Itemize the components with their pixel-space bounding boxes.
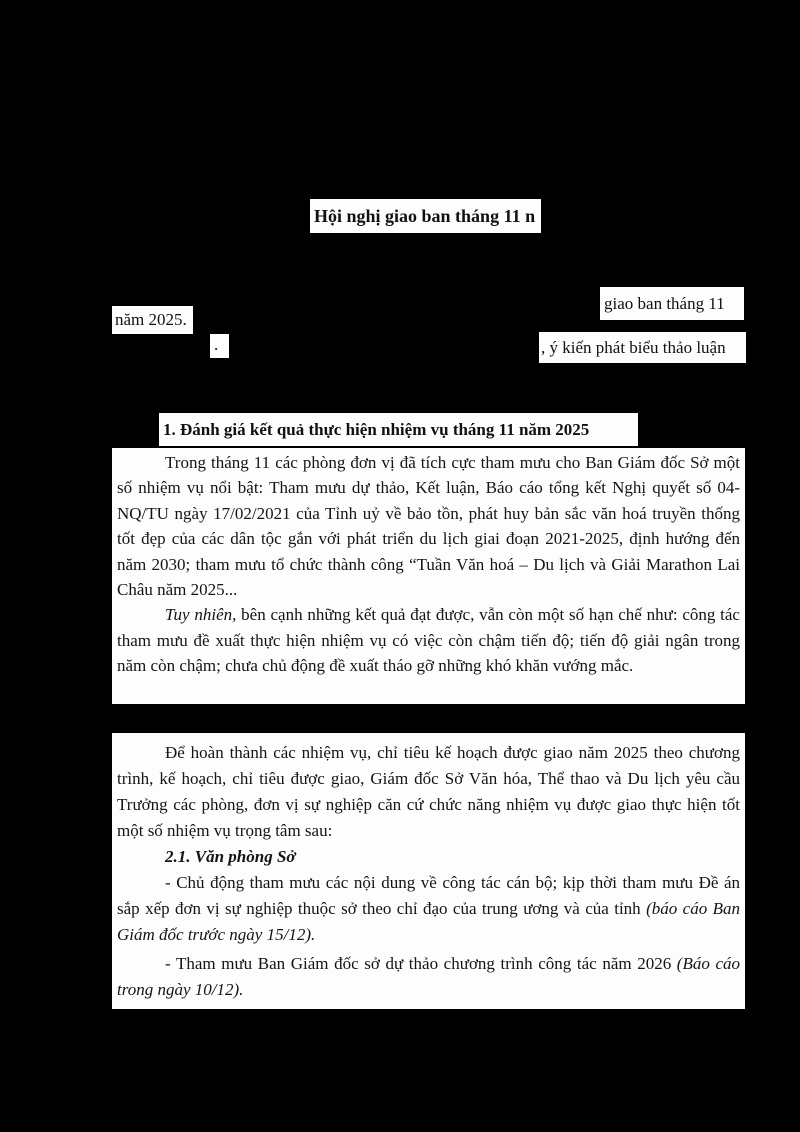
document-title: Hội nghị giao ban tháng 11 n: [310, 199, 541, 233]
bullet-can-bo: [117, 870, 740, 948]
bullet-chuong-trinh-note: (Báo cáo trong ngày 10/12).: [117, 954, 740, 999]
subsection-heading-van-phong-so: [117, 844, 740, 870]
bullet-can-bo-text: - Chủ động tham mưu các nội dung về công tác cán bộ; kịp thời tham mưu Đề án sắp xếp đơn vị sự nghiệp thuộc sở theo chỉ đạo của trung ương và của tỉnh: [117, 873, 740, 918]
bullet-chuong-trinh: [117, 951, 740, 1003]
paragraph-results: [117, 450, 740, 602]
paragraph-directive: [117, 740, 740, 844]
intro-fragment-y-kien: , ý kiến phát biểu thảo luận: [539, 332, 746, 363]
paragraph-limitations-lead: Tuy nhiên,: [165, 605, 237, 625]
bullet-can-bo-note: (báo cáo Ban Giám đốc trước ngày 15/12).: [117, 899, 740, 944]
paragraph-directive-text: Để hoàn thành các nhiệm vụ, chỉ tiêu kế hoạch được giao năm 2025 theo chương trình, kế hoạch, chỉ tiêu được giao, Giám đốc Sở Văn hóa, Thể thao và Du lịch yêu cầu Trưởng các phòng, đơn vị sự nghiệp căn cứ chức năng nhiệm vụ được giao thực hiện tốt một số nhiệm vụ trọng tâm sau:: [117, 743, 740, 840]
intro-fragment-giao-ban: giao ban tháng 11: [600, 287, 744, 320]
bullet-chuong-trinh-text: - Tham mưu Ban Giám đốc sở dự thảo chương trình công tác năm 2026: [165, 954, 677, 973]
section-1-body: [112, 448, 745, 704]
section-1-heading: 1. Đánh giá kết quả thực hiện nhiệm vụ tháng 11 năm 2025: [159, 413, 638, 446]
paragraph-limitations-text: bên cạnh những kết quả đạt được, vẫn còn một số hạn chế như: công tác tham mưu đề xuất thực hiện nhiệm vụ có việc còn chậm tiến độ; tiến độ giải ngân trong năm còn chậm; chưa chủ động đề xuất tháo gỡ những khó khăn vướng mắc.: [117, 605, 740, 676]
section-2-body: [112, 733, 745, 1009]
paragraph-results-text: Trong tháng 11 các phòng đơn vị đã tích cực tham mưu cho Ban Giám đốc Sở một số nhiệm vụ nổi bật: Tham mưu dự thảo, Kết luận, Báo cáo tổng kết Nghị quyết số 04-NQ/TU ngày 17/02/2021 của Tỉnh uỷ về bảo tồn, phát huy bản sắc văn hoá truyền thống tốt đẹp của các dân tộc gắn với phát triển du lịch giai đoạn 2021-2025, định hướng đến năm 2030; tham mưu tổ chức thành công “Tuần Văn hoá – Du lịch và Giải Marathon Lai Châu năm 2025...: [117, 453, 740, 600]
paragraph-limitations: [117, 602, 740, 678]
intro-fragment-period: .: [210, 334, 229, 358]
subsection-heading-text: 2.1. Văn phòng Sở: [165, 847, 296, 866]
intro-fragment-nam-2025: năm 2025.: [112, 306, 193, 334]
